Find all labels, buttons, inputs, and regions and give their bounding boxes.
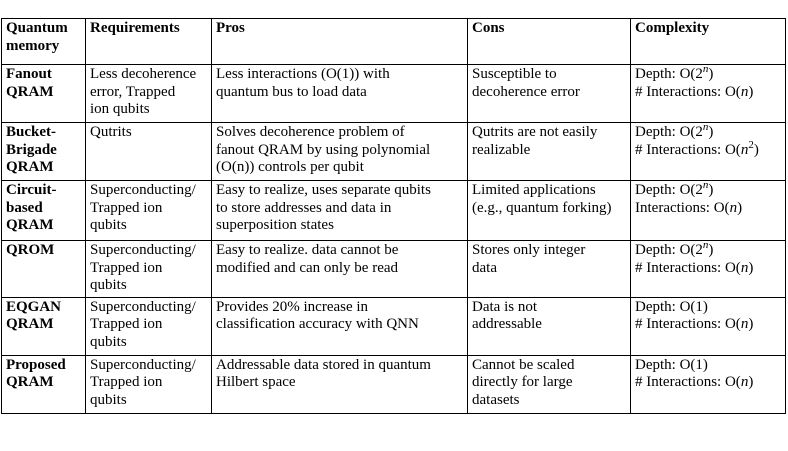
- memory-name-line: QROM: [6, 242, 55, 258]
- cons-line: Susceptible to: [472, 66, 557, 82]
- cons-line: (e.g., quantum forking): [472, 199, 612, 216]
- interactions-close: ): [753, 141, 759, 158]
- pros-line: Addressable data stored in quantum: [216, 356, 431, 373]
- depth-label: Depth: O(2: [635, 182, 703, 198]
- pros-line: Hilbert space: [216, 374, 296, 390]
- cons-line: decoherence error: [472, 83, 580, 100]
- pros-line: to store addresses and data in: [216, 199, 392, 216]
- memory-name-line: Brigade: [6, 141, 57, 158]
- complexity-depth: [635, 63, 782, 84]
- cell-requirements: [86, 123, 212, 181]
- qram-comparison-table: [1, 18, 786, 414]
- cell-complexity: [631, 241, 786, 298]
- pros-line: Solves decoherence problem of: [216, 124, 405, 140]
- cell-complexity: [631, 297, 786, 355]
- cell-quantum-memory: [2, 123, 86, 181]
- complexity-interactions: [635, 84, 782, 102]
- memory-name-line: Fanout: [6, 66, 52, 82]
- depth-close: ): [708, 182, 714, 198]
- requirements-line: Superconducting/: [90, 298, 196, 315]
- table-row: [2, 241, 786, 298]
- cell-cons: [468, 241, 631, 298]
- complexity-depth: [635, 239, 782, 260]
- pros-line: (O(n)) controls per qubit: [216, 159, 364, 175]
- cell-pros: [212, 181, 468, 241]
- memory-name-line: QRAM: [6, 217, 54, 233]
- cell-complexity: [631, 123, 786, 181]
- cell-cons: [468, 181, 631, 241]
- pros-line: modified and can only be read: [216, 259, 399, 276]
- table-body: [2, 65, 786, 414]
- header-row: [2, 19, 786, 65]
- memory-name-line: QRAM: [6, 83, 54, 100]
- depth-label: Depth: O(1): [635, 356, 708, 373]
- cell-requirements: [86, 65, 212, 123]
- requirements-line: Trapped ion: [90, 259, 163, 276]
- depth-exponent: n: [702, 179, 709, 191]
- cell-quantum-memory: [2, 181, 86, 241]
- requirements-line: ion qubits: [90, 101, 150, 117]
- cell-quantum-memory: [2, 65, 86, 123]
- requirements-line: Superconducting/: [90, 182, 196, 198]
- cell-cons: [468, 355, 631, 413]
- requirements-line: qubits: [90, 391, 127, 408]
- cons-line: realizable: [472, 141, 531, 158]
- interactions-close: ): [748, 83, 754, 100]
- cell-cons: [468, 297, 631, 355]
- interactions-variable: n: [740, 83, 749, 100]
- depth-exponent: n: [702, 121, 709, 133]
- header-requirements: Requirements: [86, 19, 212, 65]
- pros-line: Less interactions (O(1)) with: [216, 66, 390, 82]
- interactions-variable: n: [740, 316, 749, 332]
- complexity-interactions: [635, 316, 782, 334]
- cell-pros: [212, 355, 468, 413]
- interactions-variable: n: [740, 259, 749, 276]
- interactions-close: ): [748, 316, 754, 332]
- pros-line: classification accuracy with QNN: [216, 316, 419, 332]
- memory-name-line: Bucket-: [6, 124, 56, 140]
- table-row: [2, 123, 786, 181]
- depth-label: Depth: O(1): [635, 298, 708, 315]
- complexity-interactions: [635, 138, 782, 160]
- requirements-line: Superconducting/: [90, 356, 196, 373]
- cell-pros: [212, 123, 468, 181]
- complexity-interactions: [635, 200, 782, 218]
- memory-name-line: Proposed: [6, 356, 66, 373]
- pros-line: Easy to realize, uses separate qubits: [216, 182, 431, 198]
- requirements-line: qubits: [90, 333, 127, 350]
- cons-line: datasets: [472, 391, 520, 408]
- cell-pros: [212, 297, 468, 355]
- interactions-exponent: 2: [748, 138, 754, 151]
- depth-label: Depth: O(2: [635, 124, 703, 140]
- cell-quantum-memory: [2, 241, 86, 298]
- interactions-label: # Interactions: O(: [635, 83, 741, 100]
- cons-line: Stores only integer: [472, 242, 586, 258]
- complexity-interactions: [635, 260, 782, 278]
- table-row: [2, 355, 786, 413]
- pros-line: superposition states: [216, 217, 334, 233]
- header-complexity: Complexity: [631, 19, 786, 65]
- cell-complexity: [631, 355, 786, 413]
- cell-quantum-memory: [2, 355, 86, 413]
- requirements-line: qubits: [90, 217, 127, 233]
- cons-line: addressable: [472, 316, 542, 332]
- memory-name-line: EQGAN: [6, 298, 62, 315]
- cell-quantum-memory: [2, 297, 86, 355]
- requirements-line: qubits: [90, 277, 127, 293]
- cell-requirements: [86, 181, 212, 241]
- pros-line: Easy to realize. data cannot be: [216, 242, 399, 258]
- depth-exponent: n: [702, 239, 709, 251]
- table-row: [2, 297, 786, 355]
- memory-name-line: QRAM: [6, 159, 54, 175]
- memory-name-line: QRAM: [6, 374, 54, 390]
- depth-close: ): [708, 242, 714, 258]
- requirements-line: Trapped ion: [90, 374, 163, 390]
- depth-close: ): [708, 124, 714, 140]
- cell-requirements: [86, 355, 212, 413]
- interactions-label: # Interactions: O(: [635, 259, 741, 276]
- interactions-close: ): [748, 374, 754, 390]
- memory-name-line: based: [6, 199, 43, 216]
- cons-line: Data is not: [472, 298, 537, 315]
- cons-line: Qutrits are not easily: [472, 124, 598, 140]
- table-row: [2, 65, 786, 123]
- cons-line: directly for large: [472, 374, 573, 390]
- complexity-depth: [635, 179, 782, 200]
- depth-label: Depth: O(2: [635, 66, 703, 82]
- interactions-close: ): [748, 259, 754, 276]
- header-cons: Cons: [468, 19, 631, 65]
- memory-name-line: QRAM: [6, 316, 54, 332]
- interactions-variable: n: [740, 374, 749, 390]
- requirements-line: Superconducting/: [90, 242, 196, 258]
- interactions-close: ): [737, 199, 743, 216]
- complexity-depth: [635, 357, 782, 375]
- requirements-line: Qutrits: [90, 124, 132, 140]
- cons-line: Cannot be scaled: [472, 356, 575, 373]
- header-memory-line: memory: [6, 37, 60, 54]
- pros-line: fanout QRAM by using polynomial: [216, 141, 431, 158]
- interactions-label: # Interactions: O(: [635, 141, 741, 158]
- complexity-interactions: [635, 374, 782, 392]
- cell-cons: [468, 123, 631, 181]
- interactions-label: # Interactions: O(: [635, 316, 741, 332]
- requirements-line: Less decoherence: [90, 66, 197, 82]
- header-pros: Pros: [212, 19, 468, 65]
- header-memory-line: Quantum: [6, 20, 68, 36]
- interactions-variable: n: [740, 141, 749, 158]
- complexity-depth: [635, 121, 782, 142]
- depth-close: ): [708, 66, 714, 82]
- table-row: [2, 181, 786, 241]
- pros-line: quantum bus to load data: [216, 83, 367, 100]
- interactions-label: Interactions: O(: [635, 199, 730, 216]
- memory-name-line: Circuit-: [6, 182, 57, 198]
- interactions-label: # Interactions: O(: [635, 374, 741, 390]
- cell-pros: [212, 241, 468, 298]
- cell-cons: [468, 65, 631, 123]
- complexity-depth: [635, 299, 782, 317]
- header-quantum-memory: [2, 19, 86, 65]
- requirements-line: Trapped ion: [90, 316, 163, 332]
- cons-line: Limited applications: [472, 182, 596, 198]
- requirements-line: Trapped ion: [90, 199, 163, 216]
- requirements-line: error, Trapped: [90, 83, 176, 100]
- pros-line: Provides 20% increase in: [216, 298, 369, 315]
- cell-requirements: [86, 297, 212, 355]
- depth-label: Depth: O(2: [635, 242, 703, 258]
- cell-complexity: [631, 181, 786, 241]
- interactions-variable: n: [729, 199, 738, 216]
- cell-requirements: [86, 241, 212, 298]
- depth-exponent: n: [702, 63, 709, 75]
- cons-line: data: [472, 259, 497, 276]
- cell-complexity: [631, 65, 786, 123]
- cell-pros: [212, 65, 468, 123]
